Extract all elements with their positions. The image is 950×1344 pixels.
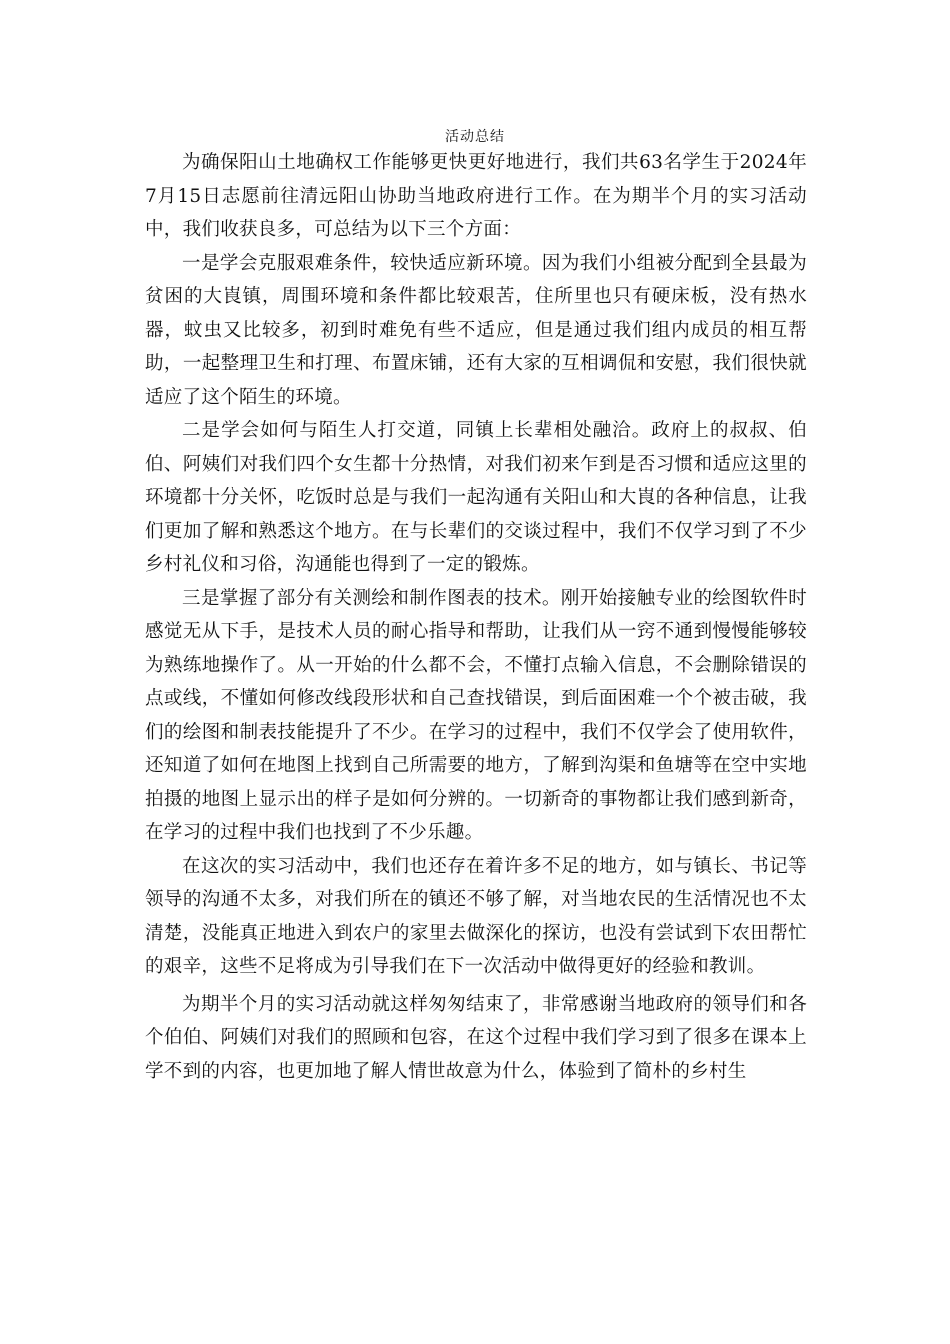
paragraph-point-two: 二是学会如何与陌生人打交道，同镇上长辈相处融洽。政府上的叔叔、伯伯、阿姨们对我们四个女生都十分热情，对我们初来乍到是否习惯和适应这里的环境都十分关怀，吃饭时总是与我们一起沟通有关阳山和大崀的各种信息，让我们更加了解和熟悉这个地方。在与长辈们的交谈过程中，我们不仅学习到了不少乡村礼仪和习俗，沟通能也得到了一定的锻炼。	[145, 420, 807, 575]
paragraph-point-three: 三是掌握了部分有关测绘和制作图表的技术。刚开始接触专业的绘图软件时感觉无从下手，是技术人员的耐心指导和帮助，让我们从一窍不通到慢慢能够较为熟练地操作了。从一开始的什么都不会，不懂打点输入信息，不会删除错误的点或线，不懂如何修改线段形状和自己查找错误，到后面困难一个个被击破，我们的绘图和制表技能提升了不少。在学习的过程中，我们不仅学会了使用软件，还知道了如何在地图上找到自己所需要的地方，了解到沟渠和鱼塘等在空中实地拍摄的地图上显示出的样子是如何分辨的。一切新奇的事物都让我们感到新奇，在学习的过程中我们也找到了不少乐趣。	[145, 587, 807, 843]
paragraph-shortcomings: 在这次的实习活动中，我们也还存在着许多不足的地方，如与镇长、书记等领导的沟通不太多，对我们所在的镇还不够了解，对当地农民的生活情况也不太清楚，没能真正地进入到农户的家里去做深化的探访，也没有尝试到下农田帮忙的艰辛，这些不足将成为引导我们在下一次活动中做得更好的经验和教训。	[145, 855, 807, 977]
paragraph-conclusion: 为期半个月的实习活动就这样匆匆结束了，非常感谢当地政府的领导们和各个伯伯、阿姨们对我们的照顾和包容，在这个过程中我们学习到了很多在课本上学不到的内容，也更加地了解人情世故意为什么，体验到了简朴的乡村生	[145, 993, 807, 1082]
paragraph-point-one: 一是学会克服艰难条件，较快适应新环境。因为我们小组被分配到全县最为贫困的大崀镇，周围环境和条件都比较艰苦，住所里也只有硬床板，没有热水器，蚊虫又比较多，初到时难免有些不适应，但是通过我们组内成员的相互帮助，一起整理卫生和打理、布置床铺，还有大家的互相调侃和安慰，我们很快就适应了这个陌生的环境。	[145, 252, 807, 408]
document-body	[145, 146, 807, 1088]
paragraph-intro: 为确保阳山土地确权工作能够更快更好地进行，我们共63名学生于2024年7月15日志愿前往清远阳山协助当地政府进行工作。在为期半个月的实习活动中，我们收获良多，可总结为以下三个方面：	[145, 152, 807, 240]
document-title: 活动总结	[445, 129, 505, 145]
